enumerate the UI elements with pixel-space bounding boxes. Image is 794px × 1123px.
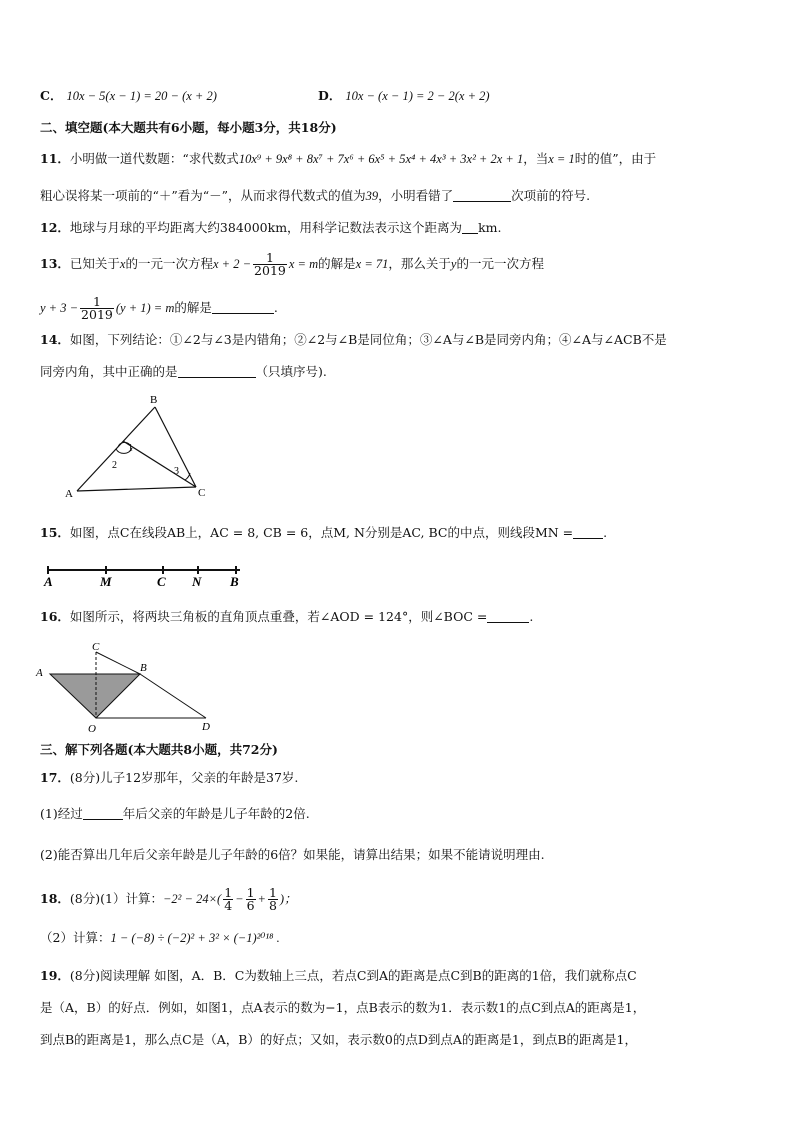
q14-number: 14． xyxy=(40,332,70,347)
edge-cb xyxy=(96,652,140,674)
option-d-label: D． xyxy=(318,88,342,103)
q11-polynomial: 10x⁹ + 9x⁸ + 8x⁷ + 7x⁶ + 6x⁵ + 5x⁴ + 4x³ + 3x² + 2x + 1 xyxy=(238,152,524,166)
q11-text-2: ，当 xyxy=(523,151,549,166)
q18-expr1-b: )； xyxy=(279,892,297,906)
q13-text-d: ，那么关于 xyxy=(388,256,451,271)
label-angle-2: 2 xyxy=(112,460,117,471)
question-15 xyxy=(40,523,607,543)
question-14-line-2 xyxy=(40,362,327,382)
q11-answer-blank[interactable] xyxy=(453,189,511,202)
q13-number: 13． xyxy=(40,256,70,271)
q18-expr1-a: −2² − 24×( xyxy=(162,892,222,906)
q19-line1: 阅读理解 如图，A．B．C为数轴上三点，若点C到A的距离是点C到B的距离的1倍，我们就称点C xyxy=(100,968,637,983)
q13-var-x: x xyxy=(119,257,126,271)
q15-answer-blank[interactable] xyxy=(573,526,603,539)
label-n: N xyxy=(192,574,202,589)
label-d: D xyxy=(202,721,210,733)
q18-fraction-1 xyxy=(223,887,233,912)
q18-score: (8分) xyxy=(69,891,101,906)
q13-end: . xyxy=(273,300,278,315)
option-d xyxy=(318,86,490,106)
label-a: A xyxy=(65,488,73,500)
q17-part1-b: 年后父亲的年龄是儿子年龄的2倍. xyxy=(122,806,310,821)
label-a: A xyxy=(36,667,43,679)
figure-15-segment xyxy=(40,562,250,592)
edge-inner xyxy=(123,441,196,487)
question-14-line-1 xyxy=(40,330,667,350)
q17-part2-number: (2) xyxy=(40,847,58,862)
question-13-line-1 xyxy=(40,250,544,278)
label-b: B xyxy=(150,394,158,406)
q14-line2-a: 同旁内角，其中正确的是 xyxy=(40,364,178,379)
q11-condition: x = 1 xyxy=(548,152,575,166)
q13-frac1-numerator: 1 xyxy=(253,252,287,265)
shaded-triangle-aob xyxy=(50,674,140,718)
q13-fraction-1 xyxy=(253,252,287,277)
label-a: A xyxy=(44,574,53,589)
q17-text: 儿子12岁那年，父亲的年龄是37岁. xyxy=(100,770,299,785)
q14-line1: 如图，下列结论：①∠2与∠3是内错角；②∠2与∠B是同位角；③∠A与∠B是同旁内角；④∠A与∠ACB不是 xyxy=(69,332,667,347)
question-17 xyxy=(40,768,298,788)
q11-line2-b: ，小明看错了 xyxy=(378,188,454,203)
angle-arc-3 xyxy=(185,473,190,480)
q13-solution: x = 71 xyxy=(355,257,389,271)
q14-line2-b: （只填序号). xyxy=(255,364,327,379)
question-16 xyxy=(40,607,533,627)
label-m: M xyxy=(100,574,112,589)
option-c xyxy=(40,86,217,106)
q13-text-f: 的解是 xyxy=(174,300,212,315)
section-3-heading: 三、解下列各题(本大题共8小题，共72分) xyxy=(40,742,278,757)
q12-number: 12． xyxy=(40,220,70,235)
q13-frac2-denominator: 2019 xyxy=(81,307,113,322)
q16-answer-blank[interactable] xyxy=(487,610,529,623)
q13-eq2-right: (y + 1) = m xyxy=(115,301,175,315)
q19-number: 19． xyxy=(40,968,70,983)
question-19-line-2: 是（A，B）的好点．例如，如图1，点A表示的数为−1，点B表示的数为1．表示数1的点C到点A的距离是1， xyxy=(40,1000,646,1015)
q13-answer-blank[interactable] xyxy=(212,301,274,314)
q13-var-y: y xyxy=(450,257,457,271)
q15-end: . xyxy=(603,525,608,540)
option-c-label: C． xyxy=(40,88,63,103)
question-17-part-1 xyxy=(40,804,310,824)
label-c: C xyxy=(157,574,166,589)
q13-text-c: 的解是 xyxy=(318,256,356,271)
q13-fraction-2 xyxy=(80,296,114,321)
option-c-equation: 10x − 5(x − 1) = 20 − (x + 2) xyxy=(66,89,217,103)
q18-f3-den: 8 xyxy=(268,898,277,913)
q18-fraction-3 xyxy=(268,887,278,912)
q15-number: 15． xyxy=(40,525,70,540)
q13-eq1-right: x = m xyxy=(288,257,319,271)
question-13-line-2 xyxy=(40,294,278,322)
q13-text-b: 的一元一次方程 xyxy=(125,256,213,271)
label-angle-1: 1 xyxy=(128,443,133,454)
q13-text-a: 已知关于 xyxy=(69,256,120,271)
q14-answer-blank[interactable] xyxy=(178,365,256,378)
question-19-line-3: 到点B的距离是1，那么点C是（A，B）的好点；又如，表示数0的点D到点A的距离是1，到点B的距离是1， xyxy=(40,1032,638,1047)
q18-fraction-2 xyxy=(246,887,256,912)
label-c: C xyxy=(198,487,206,499)
q18-part1-label: (1）计算： xyxy=(100,891,163,906)
q18-f3-num: 1 xyxy=(268,885,277,900)
question-11-line-2 xyxy=(40,186,590,206)
q17-score: (8分) xyxy=(69,770,101,785)
q17-part2-text: 能否算出几年后父亲年龄是儿子年龄的6倍？如果能，请算出结果；如果不能请说明理由. xyxy=(57,847,545,862)
q18-f2-den: 6 xyxy=(246,898,255,913)
q18-part2-label: （2）计算： xyxy=(40,930,111,945)
option-d-equation: 10x − (x − 1) = 2 − 2(x + 2) xyxy=(345,89,490,103)
q13-frac2-numerator: 1 xyxy=(80,296,114,309)
label-b: B xyxy=(140,662,147,674)
question-19-line-1 xyxy=(40,966,637,986)
question-18-part-1: 18．(8分)(1）计算：−2² − 24×( $\frac{1}{4}$ − $\frac{1}{6}$ + $\frac{1}{8}$ )； xyxy=(40,885,297,913)
q17-part1-a: 经过 xyxy=(57,806,83,821)
q12-text: 地球与月球的平均距离大约384000km，用科学记数法表示这个距离为 xyxy=(69,220,463,235)
label-c: C xyxy=(92,641,100,653)
q13-eq1-left: x + 2 − xyxy=(213,257,252,271)
label-o: O xyxy=(88,723,96,735)
q11-number: 11． xyxy=(40,151,70,166)
q18-f1-num: 1 xyxy=(224,885,233,900)
question-17-part-2 xyxy=(40,845,545,865)
question-11-line-1 xyxy=(40,149,656,169)
q18-f2-num: 1 xyxy=(246,885,255,900)
q17-number: 17． xyxy=(40,770,70,785)
label-b: B xyxy=(230,574,239,589)
section-2-heading: 二、填空题(本大题共有6小题，每小题3分，共18分) xyxy=(40,120,337,135)
question-12 xyxy=(40,218,501,238)
q18-expr2: 1 − (−8) ÷ (−2)² + 3² × (−1)²⁰¹⁸ . xyxy=(110,931,280,945)
q11-line2-a: 粗心误将某一项前的“＋”看为“－”，从而求得代数式的值为 xyxy=(40,188,366,203)
q12-answer-blank[interactable] xyxy=(462,221,478,234)
edge-ac xyxy=(77,487,196,491)
q17-part1-blank[interactable] xyxy=(83,807,123,820)
q17-part1-number: (1) xyxy=(40,806,58,821)
q11-text: 小明做一道代数题：“求代数式 xyxy=(69,151,239,166)
question-18-part-2 xyxy=(40,928,280,948)
q15-text: 如图，点C在线段AB上，AC = 8, CB = 6，点M, N分别是AC, BC的中点，则线段MN = xyxy=(69,525,574,540)
q19-score: (8分) xyxy=(69,968,101,983)
edge-bd xyxy=(140,674,206,718)
q13-text-e: 的一元一次方程 xyxy=(456,256,544,271)
q12-tail: km. xyxy=(478,220,502,235)
label-angle-3: 3 xyxy=(174,466,179,477)
q16-end: . xyxy=(529,609,534,624)
figure-16-set-squares xyxy=(32,640,222,735)
figure-14-triangle xyxy=(60,392,220,504)
q13-eq2-left: y + 3 − xyxy=(40,301,79,315)
q11-text-3: 时的值”，由于 xyxy=(574,151,657,166)
q18-f1-den: 4 xyxy=(224,898,233,913)
q18-number: 18． xyxy=(40,891,70,906)
q16-text: 如图所示，将两块三角板的直角顶点重叠，若∠AOD = 124°，则∠BOC = xyxy=(69,609,488,624)
q13-frac1-denominator: 2019 xyxy=(254,263,286,278)
q16-number: 16． xyxy=(40,609,70,624)
q11-line2-c: 次项前的符号. xyxy=(511,188,591,203)
q11-value: 39 xyxy=(365,189,379,203)
